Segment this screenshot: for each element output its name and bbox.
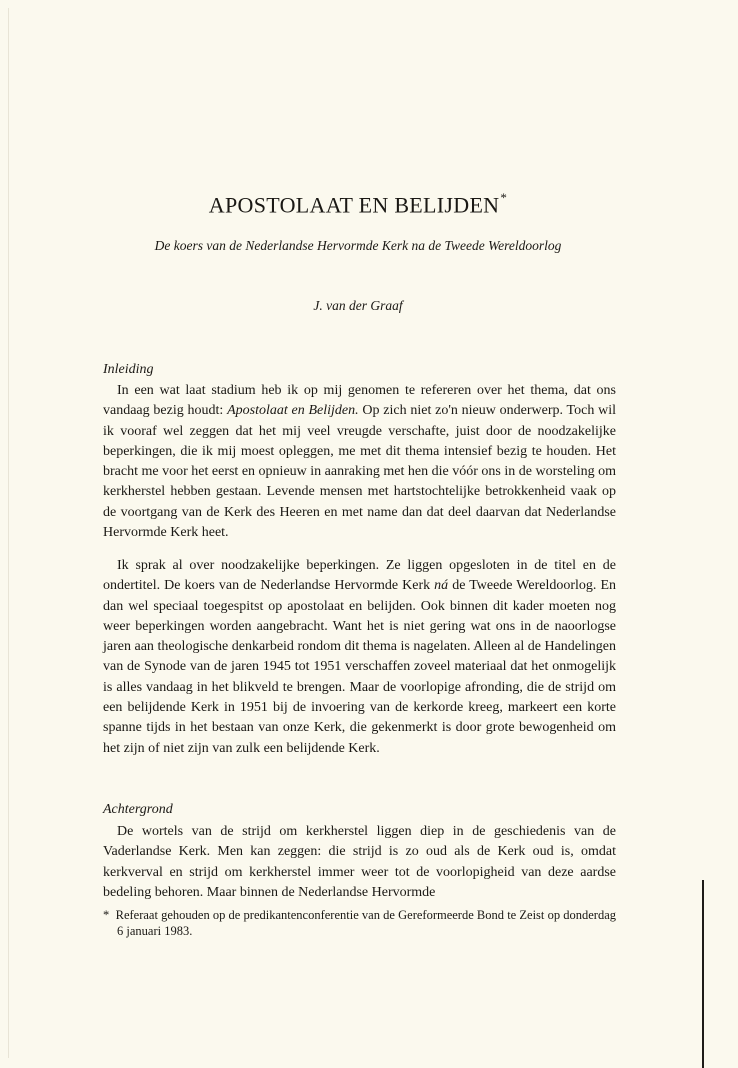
page-edge-right [702,880,704,1068]
footnote-text: Referaat gehouden op de predikantenconferentie van de Gereformeerde Bond te Zeist op donderdag 6 januari 1983. [115,908,616,938]
title-footnote-marker: * [500,190,508,205]
paragraph-text: Op zich niet zo'n nieuw onderwerp. Toch wil ik vooraf wel zeggen dat het mij veel vreugde verschafte, juist door de noodzakelijke beperkingen, die ik mij moest opleggen, me met dit thema intensief bezig te houden. Het bracht me voor het eerst en opnieuw in aanraking met hen die vóór ons in de worsteling om kerkherstel hebben gestaan. Levende mensen met hartstochtelijke betrokkenheid vaak op de voortgang van de Kerk des Heeren en met name dan dat deel daarvan dat Nederlandse Hervormde Kerk heet. [103,403,616,541]
paragraph-text: Ik sprak al over noodzakelijke beperkingen. Ze liggen opgesloten in de titel en de ondertitel. De koers van de Nederlandse Hervormde Kerk [103,558,616,594]
paragraph-achtergrond-1 [103,822,616,903]
section-heading-inleiding: Inleiding [103,362,154,377]
article-title [0,192,716,218]
paragraph-emphasis: ná [434,578,449,594]
paragraph-inleiding-2 [103,556,616,759]
paragraph-text: de Tweede Wereldoorlog. En dan wel speciaal toegespitst op apostolaat en belijden. Ook binnen dit kader moeten nog weer beperkingen worden aangebracht. Want het is niet gering wat ons in de naoorlogse jaren aan theologische denkarbeid rondom dit thema is nagelaten. Alleen al de Handelingen van de Synode van de jaren 1945 tot 1951 verschaffen zoveel materiaal dat het onmogelijk is alles vandaag in het blikveld te brengen. Maar de voorlopige afronding, die de strijd om een belijdende Kerk in 1951 bij de invoering van de kerkorde kreeg, markeert een korte spanne tijds in het bestaan van onze Kerk, die gekenmerkt is door grote bewogenheid om het zijn of niet zijn van zulk een belijdende Kerk. [103,578,616,756]
paragraph-text: De wortels van de strijd om kerkherstel liggen diep in de geschiedenis van de Vaderlandse Kerk. Men kan zeggen: die strijd is zo oud als de Kerk oud is, omdat kerkverval en strijd om kerkherstel immer weer tot de voorlopigheid van deze aardse bedeling behoren. Maar binnen de Nederlandse Hervormde [103,824,616,900]
paragraph-emphasis: Apostolaat en Belijden. [227,403,359,419]
paragraph-text: In een wat laat stadium heb ik op mij genomen te refereren over het thema, dat ons vandaag bezig houdt: [103,383,616,419]
article-author: J. van der Graaf [313,298,403,313]
section-heading-achtergrond: Achtergrond [103,802,173,817]
paragraph-inleiding-1 [103,381,616,543]
title-text: APOSTOLAAT EN BELIJDEN [208,192,500,218]
page-edge-left [8,8,9,1058]
footnote [103,907,616,939]
article-subtitle: De koers van de Nederlandse Hervormde Kerk na de Tweede Wereldoorlog [154,238,562,253]
footnote-marker: * [103,908,110,922]
